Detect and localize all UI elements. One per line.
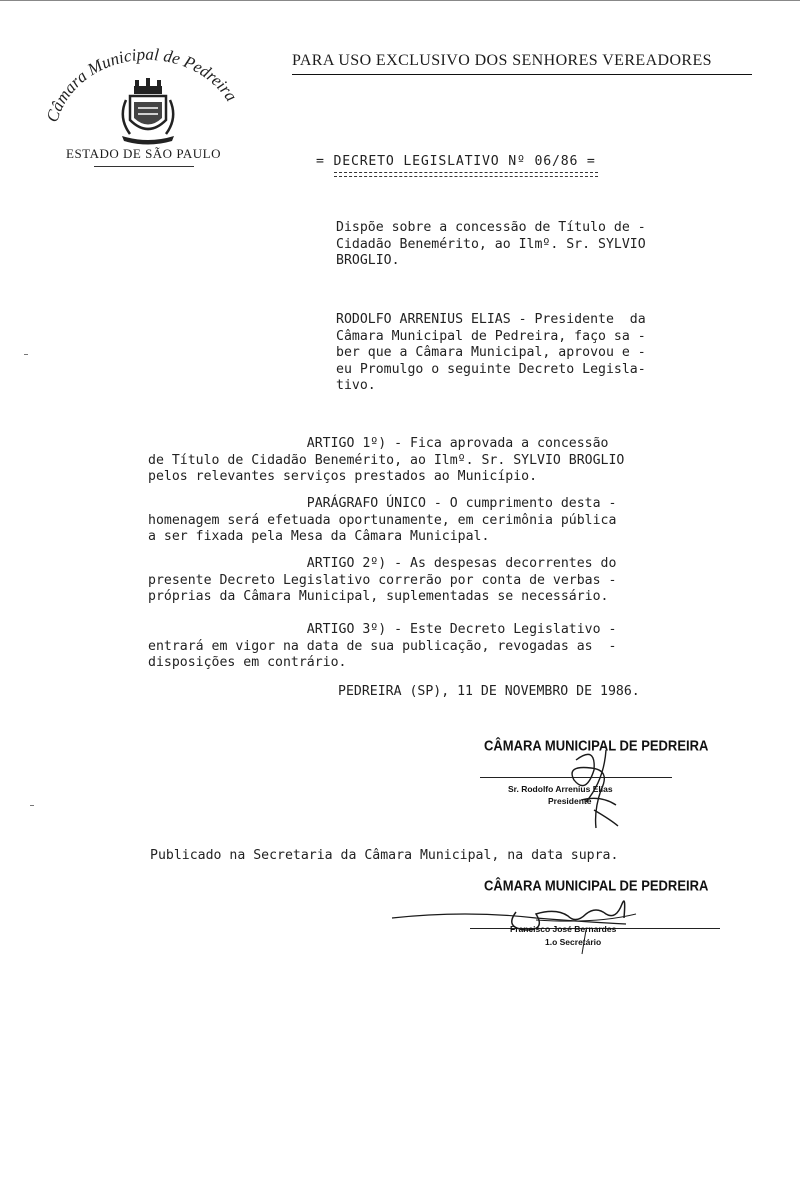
scan-speck	[24, 354, 28, 355]
banner-underline	[292, 74, 752, 75]
president-role: Presidente	[548, 796, 592, 806]
coat-of-arms-seal	[38, 38, 258, 158]
secretary-name: Francisco José Bernardes	[510, 924, 617, 934]
publication-note: Publicado na Secretaria da Câmara Municipal, na data supra.	[150, 848, 619, 863]
scan-speck	[30, 805, 34, 806]
seal-text: Câmara Municipal de Pedreira	[42, 44, 241, 125]
state-underline	[94, 166, 194, 167]
secretary-stamp-title: CÂMARA MUNICIPAL DE PEDREIRA	[484, 876, 709, 895]
promulgation-intro: RODOLFO ARRENIUS ELIAS - Presidente da Câmara Municipal de Pedreira, faço sa - ber que a Câmara Municipal, aprovou e - eu Promulgo o seguinte Decreto Legisla- tivo.	[336, 312, 646, 393]
place-and-date: PEDREIRA (SP), 11 DE NOVEMBRO DE 1986.	[338, 684, 640, 699]
exclusive-use-banner: PARA USO EXCLUSIVO DOS SENHORES VEREADORES	[292, 52, 712, 69]
decree-summary: Dispõe sobre a concessão de Título de - Cidadão Benemérito, ao Ilmº. Sr. SYLVIO BROGLIO.	[336, 220, 646, 268]
article-3: ARTIGO 3º) - Este Decreto Legislativo - entrará em vigor na data de sua publicação, revogadas as - disposições em contrário.	[148, 622, 617, 670]
decree-title: = DECRETO LEGISLATIVO Nº 06/86 =	[316, 154, 596, 169]
president-name: Sr. Rodolfo Arrenius Elias	[508, 784, 613, 794]
sole-paragraph: PARÁGRAFO ÚNICO - O cumprimento desta - homenagem será efetuada oportunamente, em cerimônia pública a ser fixada pela Mesa da Câmara Municipal.	[148, 496, 617, 544]
article-1: ARTIGO 1º) - Fica aprovada a concessão de Título de Cidadão Benemérito, ao Ilmº. Sr. SYLVIO BROGLIO pelos relevantes serviços prestados ao Município.	[148, 436, 625, 484]
decree-title-underline	[334, 172, 598, 177]
secretary-role: 1.o Secretário	[545, 937, 602, 947]
president-handwritten-signature	[556, 740, 626, 832]
state-label: ESTADO DE SÃO PAULO	[66, 146, 221, 161]
secretary-handwritten-signature	[386, 884, 646, 956]
president-stamp-title: CÂMARA MUNICIPAL DE PEDREIRA	[484, 736, 709, 755]
top-border	[0, 0, 800, 1]
article-2: ARTIGO 2º) - As despesas decorrentes do presente Decreto Legislativo correrão por conta de verbas - próprias da Câmara Municipal, suplementadas se necessário.	[148, 556, 617, 604]
